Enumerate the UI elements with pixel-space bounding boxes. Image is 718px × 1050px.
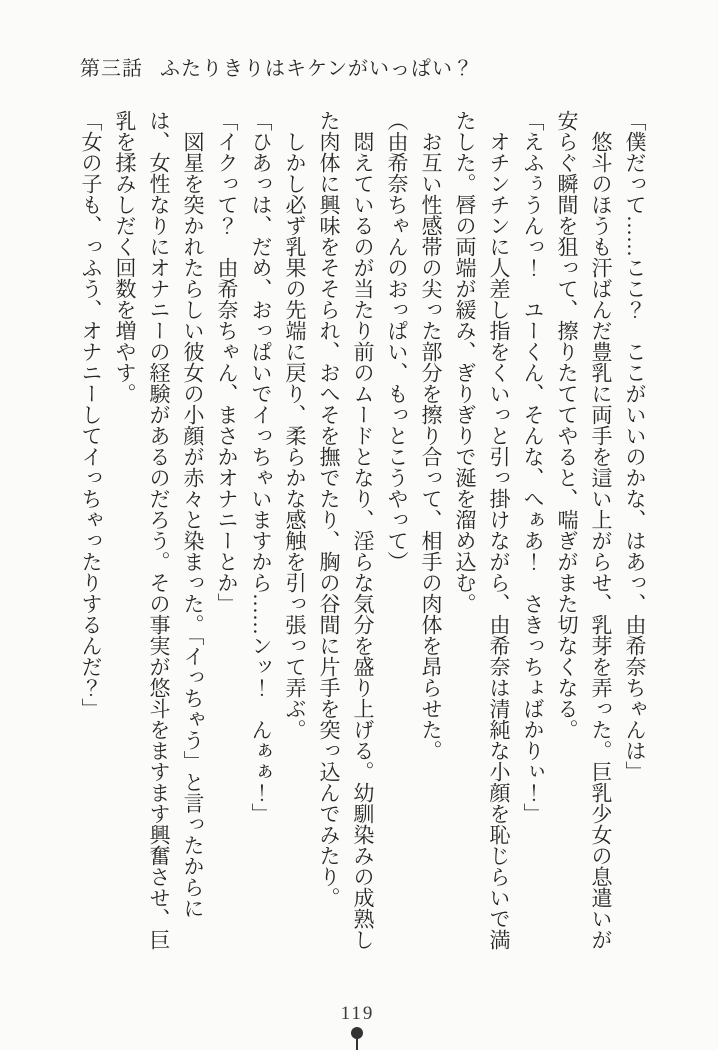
paragraph: 悠斗のほうも汗ばんだ豊乳に両手を這い上がらせ、乳芽を弄った。巨乳少女の息遣いが安らぐ瞬間を狙って、擦りたててやると、喘ぎがまた切なくなる。 xyxy=(555,110,613,950)
binding-mark-stem xyxy=(356,1037,358,1050)
paragraph: お互い性感帯の尖った部分を擦り合って、相手の肉体を昂らせた。 xyxy=(419,131,443,761)
paragraph: 「えふぅうんっ！ ユーくん、そんな、へぁあ！ さきっちょばかりぃ！」 xyxy=(521,110,545,824)
page-number: 119 xyxy=(340,1003,375,1024)
paragraph: オチンチンに人差し指をくいっと引っ掛けながら、由希奈は清純な小顔を恥じらいで満たした。唇の両端が緩み、ぎりぎりで涎を溜め込む。 xyxy=(453,110,511,950)
chapter-title: ふたりきりはキケンがいっぱい？ xyxy=(160,58,474,80)
chapter-number: 第三話 xyxy=(80,58,143,80)
paragraph: （由希奈ちゃんのおっぱい、もっとこうやって） xyxy=(385,110,409,572)
paragraph: 「僕だって……ここ？ ここがいいのかな、はあっ、由希奈ちゃんは」 xyxy=(623,110,647,782)
paragraph: 「ひあっは、だめ、おっぱいでイっちゃいますから……ンッ！ んぁぁ！」 xyxy=(249,110,273,824)
paragraph: 悶えているのが当たり前のムードとなり、淫らな気分を盛り上げる。幼馴染みの成熟した肉体に興味をそそられ、おへそを撫でたり、胸の谷間に片手を突っ込んでみたり。 xyxy=(317,110,375,950)
paragraph: 「女の子も、っふう、オナニーしてイっちゃったりするんだ？」 xyxy=(79,110,103,719)
paragraph: しかし必ず乳果の先端に戻り、柔らかな感触を引っ張って弄ぶ。 xyxy=(283,131,307,740)
paragraph: 図星を突かれたらしい彼女の小顔が赤々と染まった。「イっちゃう」と言ったからには、女性なりにオナニーの経験があるのだろう。その事実が悠斗をますます興奮させ、巨乳を揉みしだく回数を増やす。 xyxy=(113,110,205,950)
chapter-header xyxy=(80,52,474,81)
novel-body-text xyxy=(74,110,652,960)
paragraph: 「イクって？ 由希奈ちゃん、まさかオナニーとか」 xyxy=(215,110,239,614)
